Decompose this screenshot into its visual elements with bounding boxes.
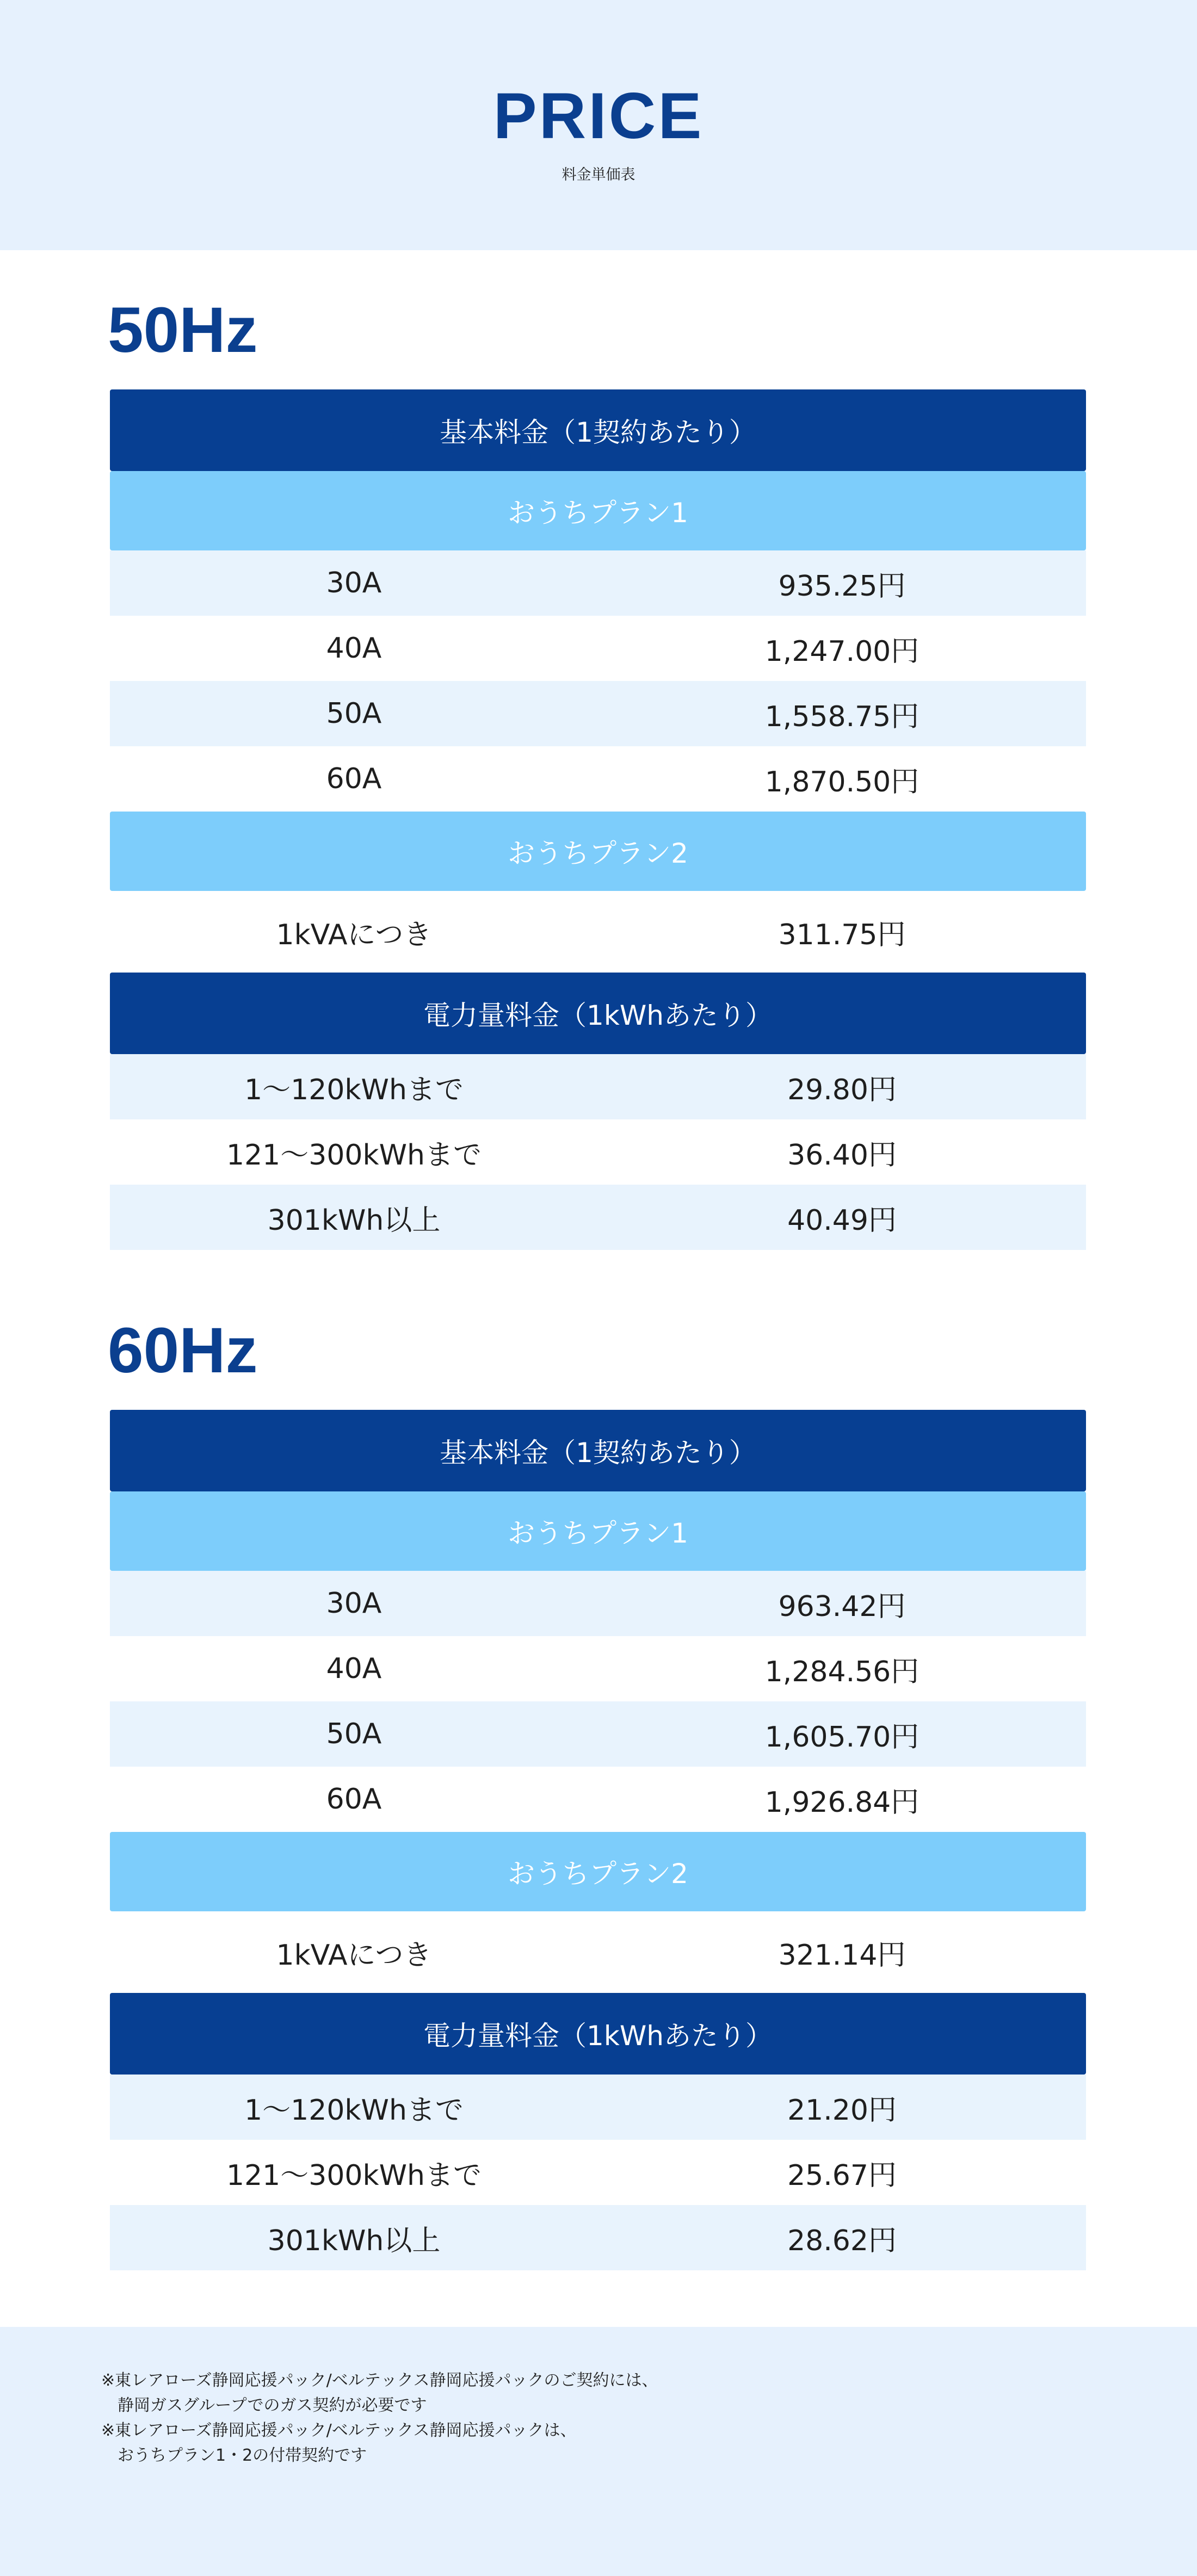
row-label: 60A — [326, 763, 382, 795]
row-value: 1,605.70円 — [764, 1720, 920, 1754]
basic-fee-header: 基本料金（1契約あたり） — [110, 389, 1086, 471]
row-label: 1〜120kWhまで — [244, 1073, 464, 1106]
row-label: 30A — [326, 567, 382, 599]
row-label: 50A — [326, 697, 382, 730]
page-subtitle: 料金単価表 — [562, 166, 635, 183]
row-label: 30A — [326, 1587, 382, 1620]
row-value: 21.20円 — [787, 2094, 897, 2127]
row-label: 301kWh以上 — [267, 2224, 441, 2257]
table-row — [110, 1054, 1086, 1119]
row-value: 1,870.50円 — [764, 765, 920, 798]
table-row — [110, 1119, 1086, 1185]
energy-fee-header: 電力量料金（1kWhあたり） — [110, 973, 1086, 1054]
table-row — [110, 1911, 1086, 1993]
table-row — [110, 1767, 1086, 1832]
row-label: 121〜300kWhまで — [226, 2159, 482, 2192]
row-value: 1,926.84円 — [764, 1786, 920, 1819]
note-line: おうちプラン1・2の付帯契約です — [101, 2446, 367, 2465]
row-label: 60A — [326, 1783, 382, 1816]
row-value: 1,284.56円 — [764, 1655, 920, 1688]
section-title-50hz: 50Hz — [108, 294, 258, 366]
section-title-60hz: 60Hz — [108, 1315, 258, 1386]
row-value: 935.25円 — [778, 569, 906, 603]
row-value: 40.49円 — [787, 1204, 897, 1237]
table-row — [110, 1636, 1086, 1701]
energy-fee-header: 電力量料金（1kWhあたり） — [110, 1993, 1086, 2075]
page-title: PRICE — [493, 79, 704, 152]
row-value: 25.67円 — [787, 2159, 897, 2192]
table-row — [110, 2140, 1086, 2205]
table-row — [110, 746, 1086, 812]
footer-notes — [0, 2327, 1197, 2576]
plan2-header: おうちプラン2 — [110, 812, 1086, 891]
table-row — [110, 550, 1086, 616]
row-label: 301kWh以上 — [267, 1204, 441, 1237]
table-row — [110, 616, 1086, 681]
row-label: 121〜300kWhまで — [226, 1138, 482, 1172]
row-label: 1〜120kWhまで — [244, 2094, 464, 2127]
table-row — [110, 2075, 1086, 2140]
table-row — [110, 1571, 1086, 1636]
row-value: 1,558.75円 — [764, 700, 920, 733]
note-line: ※東レアローズ静岡応援パック/ベルテックス静岡応援パックのご契約には、 — [101, 2371, 658, 2390]
table-row — [110, 2205, 1086, 2270]
table-row — [110, 1701, 1086, 1767]
row-value: 321.14円 — [778, 1939, 906, 1972]
row-label: 1kVAにつき — [276, 918, 432, 951]
plan1-header: おうちプラン1 — [110, 1491, 1086, 1571]
basic-fee-header: 基本料金（1契約あたり） — [110, 1410, 1086, 1491]
row-label: 1kVAにつき — [276, 1939, 432, 1972]
row-label: 40A — [326, 1652, 382, 1685]
plan2-header: おうちプラン2 — [110, 1832, 1086, 1911]
row-label: 50A — [326, 1718, 382, 1750]
table-row — [110, 681, 1086, 746]
note-line: 静岡ガスグループでのガス契約が必要です — [101, 2396, 427, 2415]
row-value: 29.80円 — [787, 1073, 897, 1106]
table-row — [110, 1185, 1086, 1250]
price-table-60hz — [110, 1410, 1086, 2270]
row-label: 40A — [326, 632, 382, 665]
row-value: 1,247.00円 — [764, 635, 920, 668]
note-line: ※東レアローズ静岡応援パック/ベルテックス静岡応援パックは、 — [101, 2421, 577, 2440]
row-value: 28.62円 — [787, 2224, 897, 2257]
price-table-50hz — [110, 389, 1086, 1250]
table-row — [110, 891, 1086, 973]
row-value: 311.75円 — [778, 918, 906, 951]
plan1-header: おうちプラン1 — [110, 471, 1086, 550]
row-value: 963.42円 — [778, 1590, 906, 1623]
page-header — [0, 0, 1197, 250]
row-value: 36.40円 — [787, 1138, 897, 1172]
